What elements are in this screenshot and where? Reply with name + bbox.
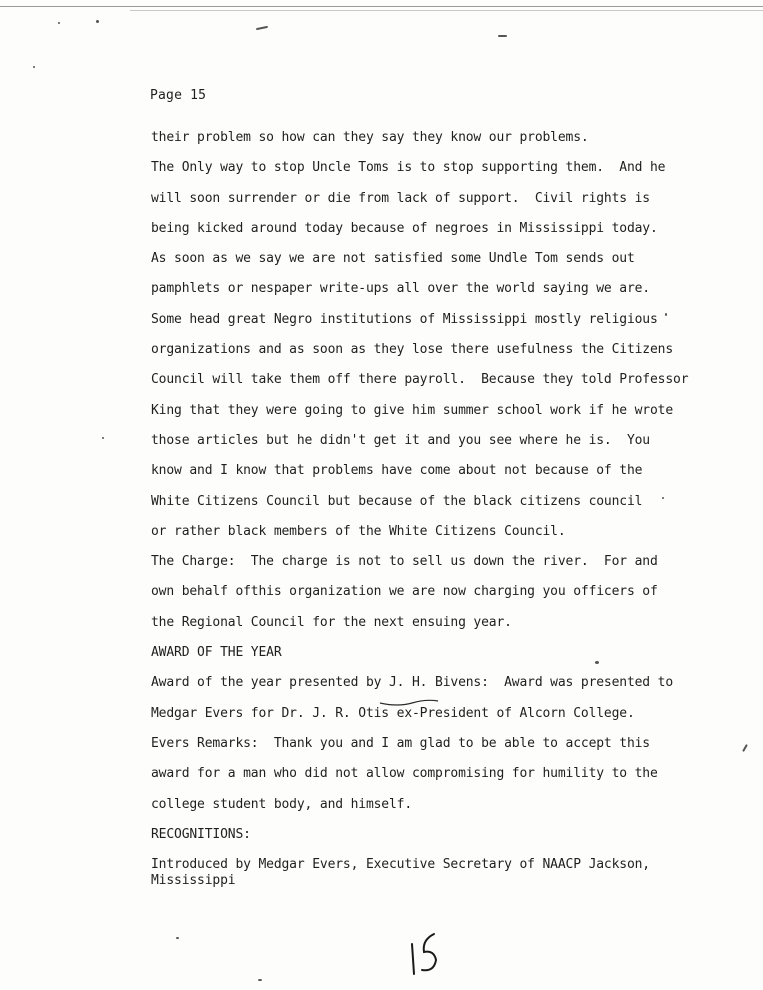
page-label: Page 15 [150,88,207,103]
text-line: Medgar Evers for Dr. J. R. Otis ex-President of Alcorn College. [151,705,635,721]
text-line: own behalf ofthis organization we are now charging you officers of [151,584,658,600]
text-line: or rather black members of the White Citizens Council. [151,523,566,539]
handwritten-underline-mark [378,697,440,707]
handwritten-page-number [404,930,444,978]
text-line: White Citizens Council but because of the black citizens council [151,493,643,509]
text-line: know and I know that problems have come about not because of the [151,463,643,479]
text-line: those articles but he didn't get it and you see where he is. You [151,432,650,448]
text-line: being kicked around today because of negroes in Mississippi today. [151,220,658,236]
scan-speck [498,35,507,37]
scan-speck [742,744,748,752]
text-line: The Charge: The charge is not to sell us down the river. For and [151,554,658,570]
text-line: award for a man who did not allow compromising for humility to the [151,766,658,782]
document-body [151,130,711,889]
text-line: The Only way to stop Uncle Toms is to stop supporting them. And he [151,160,666,176]
text-line: their problem so how can they say they know our problems. [151,130,589,145]
scan-speck [33,66,35,68]
top-rule-secondary [130,10,763,11]
scan-speck [176,937,179,939]
top-rule [0,6,763,7]
text-line: college student body, and himself. [151,796,413,812]
text-line: Evers Remarks: Thank you and I am glad to be able to accept this [151,735,650,751]
text-line: pamphlets or nespaper write-ups all over the world saying we are. [151,281,650,297]
text-line: King that they were going to give him summer school work if he wrote [151,402,674,418]
scan-speck [258,979,262,981]
section-heading: RECOGNITIONS: [151,826,251,842]
text-line: Mississippi [151,873,236,889]
text-line: Some head great Negro institutions of Mississippi mostly religious [151,311,658,327]
scan-speck [58,22,60,24]
text-line: will soon surrender or die from lack of support. Civil rights is [151,190,650,206]
section-heading: AWARD OF THE YEAR [151,645,282,661]
scan-speck [96,20,99,23]
text-line: organizations and as soon as they lose there usefulness the Citizens [151,342,674,358]
text-line: As soon as we say we are not satisfied some Undle Tom sends out [151,251,635,267]
text-line: the Regional Council for the next ensuing year. [151,614,512,630]
scan-speck [102,437,104,439]
scan-speck [256,26,268,30]
text-line: Council will take them off there payroll. Because they told Professor [151,372,689,388]
text-line: Award of the year presented by J. H. Bivens: Award was presented to [151,675,674,691]
text-line: Introduced by Medgar Evers, Executive Secretary of NAACP Jackson, [151,857,650,873]
